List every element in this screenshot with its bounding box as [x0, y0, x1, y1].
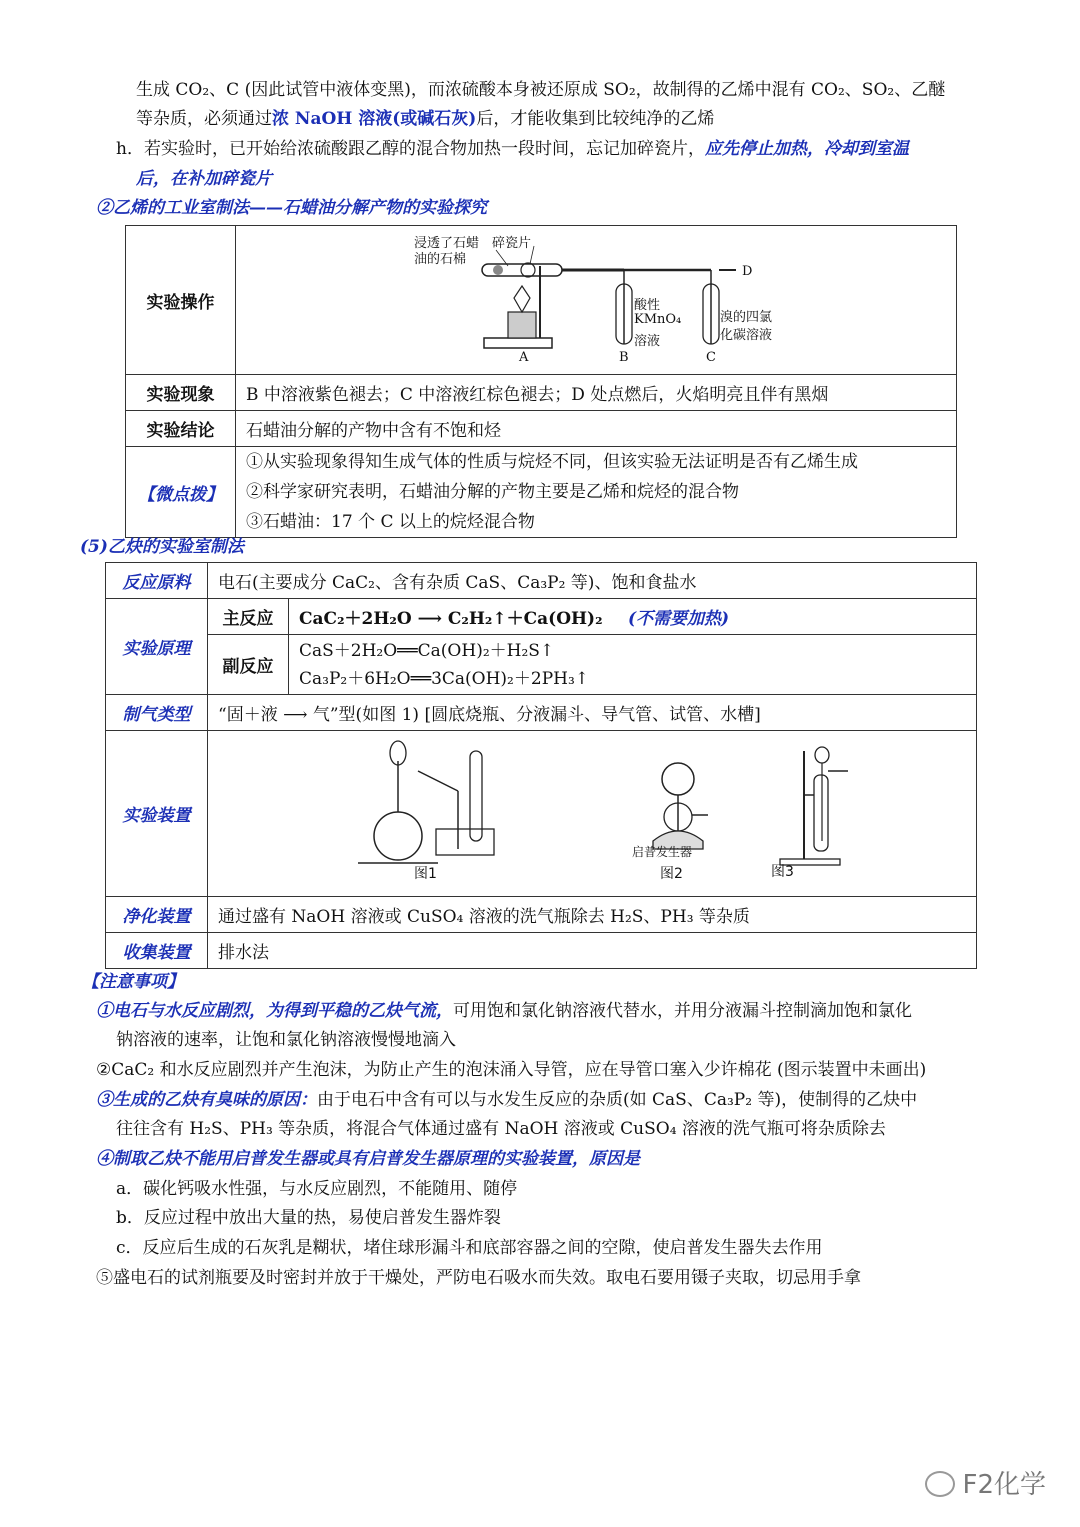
- watermark: [925, 1464, 1047, 1501]
- label-bromine-1: 溴的四氯: [720, 310, 773, 325]
- device-label: 实验装置: [106, 731, 208, 897]
- note-1-line-2: 钠溶液的速率，让饱和氯化钠溶液慢慢地滴入: [116, 1030, 456, 1050]
- tip-3: ③石蜡油：17 个 C 以上的烷烃混合物: [246, 512, 535, 532]
- tip-2: ②科学家研究表明，石蜡油分解的产物主要是乙烯和烷烃的混合物: [246, 482, 739, 502]
- note-5: ⑤盛电石的试剂瓶要及时密封并放于干燥处，严防电石吸水而失效。取电石要用镊子夹取，切忌用手拿: [96, 1268, 861, 1288]
- intro-line-2-post: 后，才能收集到比较纯净的乙烯: [476, 109, 715, 129]
- section-5-title: (5)乙炔的实验室制法: [80, 537, 244, 557]
- tip-label: 【微点拨】: [126, 447, 236, 538]
- note-1-highlight: ①电石与水反应剧烈，为得到平稳的乙炔气流，: [96, 1001, 453, 1021]
- side-reaction-cell: [289, 635, 977, 695]
- raw-material-label: 反应原料: [106, 563, 208, 599]
- watermark-text: F2化学: [962, 1470, 1046, 1500]
- notes-title: 【注意事项】: [82, 972, 184, 992]
- section-2-title: ②乙烯的工业室制法——石蜡油分解产物的实验探究: [96, 198, 487, 218]
- op-label: 实验操作: [126, 226, 236, 375]
- intro-h-pre: h．若实验时，已开始给浓硫酸跟乙醇的混合物加热一段时间，忘记加碎瓷片，: [116, 139, 705, 159]
- side-reaction-label: 副反应: [208, 635, 289, 695]
- collect-label: 收集装置: [106, 933, 208, 969]
- note-2: ②CaC₂ 和水反应剧烈并产生泡沫，为防止产生的泡沫涌入导管，应在导管口塞入少许棉花 (图示装置中未画出): [96, 1060, 927, 1080]
- wechat-icon: [925, 1471, 955, 1497]
- intro-h-highlight: 应先停止加热，冷却到室温: [704, 139, 909, 159]
- note-4: ④制取乙炔不能用启普发生器或具有启普发生器原理的实验装置，原因是: [96, 1149, 640, 1169]
- fig-1-caption: 图1: [414, 866, 437, 882]
- label-d: D: [742, 264, 753, 279]
- label-chips: 碎瓷片: [492, 236, 532, 251]
- tips-cell: [236, 447, 957, 538]
- note-3-highlight: ③生成的乙炔有臭味的原因：: [96, 1090, 317, 1110]
- kipp-label: 启普发生器: [632, 845, 693, 859]
- intro-line-2-pre: 等杂质，必须通过: [136, 109, 272, 129]
- raw-material-text: 电石(主要成分 CaC₂、含有杂质 CaS、Ca₃P₂ 等)、饱和食盐水: [208, 563, 977, 599]
- phenomenon-label: 实验现象: [126, 375, 236, 411]
- label-b: B: [619, 350, 629, 365]
- intro-h-line-1: [116, 138, 909, 160]
- label-asbestos-1: 浸透了石蜡: [414, 236, 480, 251]
- tip-1: ①从实验现象得知生成气体的性质与烷烃不同，但该实验无法证明是否有乙烯生成: [246, 452, 858, 472]
- note-3-line-1: [96, 1089, 917, 1111]
- note-1-line-1: [96, 1000, 912, 1022]
- main-reaction-label: 主反应: [208, 599, 289, 635]
- purify-label: 净化装置: [106, 897, 208, 933]
- main-reaction-cell: [289, 599, 977, 635]
- acetylene-table: [105, 562, 977, 969]
- label-a: A: [519, 350, 529, 365]
- intro-line-1: 生成 CO₂、C (因此试管中液体变黑)，而浓硫酸本身被还原成 SO₂，故制得的乙烯中混有 CO₂、SO₂、乙醚: [136, 80, 946, 100]
- conclusion-label: 实验结论: [126, 411, 236, 447]
- note-4a: a．碳化钙吸水性强，与水反应剧烈，不能随用、随停: [116, 1179, 518, 1199]
- principle-label: 实验原理: [106, 599, 208, 695]
- intro-line-2: [136, 108, 714, 130]
- gas-type-label: 制气类型: [106, 695, 208, 731]
- apparatus-diagram-cell: [236, 226, 957, 375]
- paraffin-apparatus-diagram: [236, 226, 956, 369]
- intro-line-2-highlight: 浓 NaOH 溶液(或碱石灰): [272, 109, 477, 129]
- side-equation-1: CaS＋2H₂O══Ca(OH)₂＋H₂S↑: [299, 640, 555, 661]
- paraffin-experiment-table: [125, 225, 957, 538]
- note-3-rest: 由于电石中含有可以与水发生反应的杂质(如 CaS、Ca₃P₂ 等)，使制得的乙炔中: [317, 1090, 918, 1110]
- intro-h-line-2: 后，在补加碎瓷片: [136, 169, 272, 189]
- main-reaction-note: (不需要加热): [627, 609, 730, 629]
- gas-type-text: “固＋液 ⟶ 气”型(如图 1) [圆底烧瓶、分液漏斗、导气管、试管、水槽]: [208, 695, 977, 731]
- side-equation-2: Ca₃P₂＋6H₂O══3Ca(OH)₂＋2PH₃↑: [299, 668, 590, 689]
- label-bromine-2: 化碳溶液: [720, 328, 773, 343]
- label-kmno4-3: 溶液: [634, 334, 661, 349]
- purify-text: 通过盛有 NaOH 溶液或 CuSO₄ 溶液的洗气瓶除去 H₂S、PH₃ 等杂质: [208, 897, 977, 933]
- collect-text: 排水法: [208, 933, 977, 969]
- label-kmno4-2: KMnO₄: [634, 312, 682, 327]
- conclusion-text: 石蜡油分解的产物中含有不饱和烃: [236, 411, 957, 447]
- label-kmno4-1: 酸性: [634, 298, 661, 313]
- note-4c: c．反应后生成的石灰乳是糊状，堵住球形漏斗和底部容器之间的空隙，使启普发生器失去作用: [116, 1238, 823, 1258]
- device-diagram-cell: [208, 731, 977, 897]
- acetylene-apparatus-diagram: [208, 731, 976, 891]
- fig-3-caption: 图3: [771, 864, 794, 880]
- main-equation: CaC₂＋2H₂O ⟶ C₂H₂↑＋Ca(OH)₂: [299, 609, 603, 629]
- label-asbestos-2: 油的石棉: [414, 252, 467, 267]
- note-3-line-2: 往往含有 H₂S、PH₃ 等杂质，将混合气体通过盛有 NaOH 溶液或 CuSO₄ 溶液的洗气瓶可将杂质除去: [116, 1119, 886, 1139]
- note-4b: b．反应过程中放出大量的热，易使启普发生器炸裂: [116, 1208, 501, 1228]
- label-c: C: [706, 350, 716, 365]
- fig-2-caption: 图2: [660, 866, 683, 882]
- note-1-rest: 可用饱和氯化钠溶液代替水，并用分液漏斗控制滴加饱和氯化: [453, 1001, 912, 1021]
- phenomenon-text: B 中溶液紫色褪去；C 中溶液红棕色褪去；D 处点燃后，火焰明亮且伴有黑烟: [236, 375, 957, 411]
